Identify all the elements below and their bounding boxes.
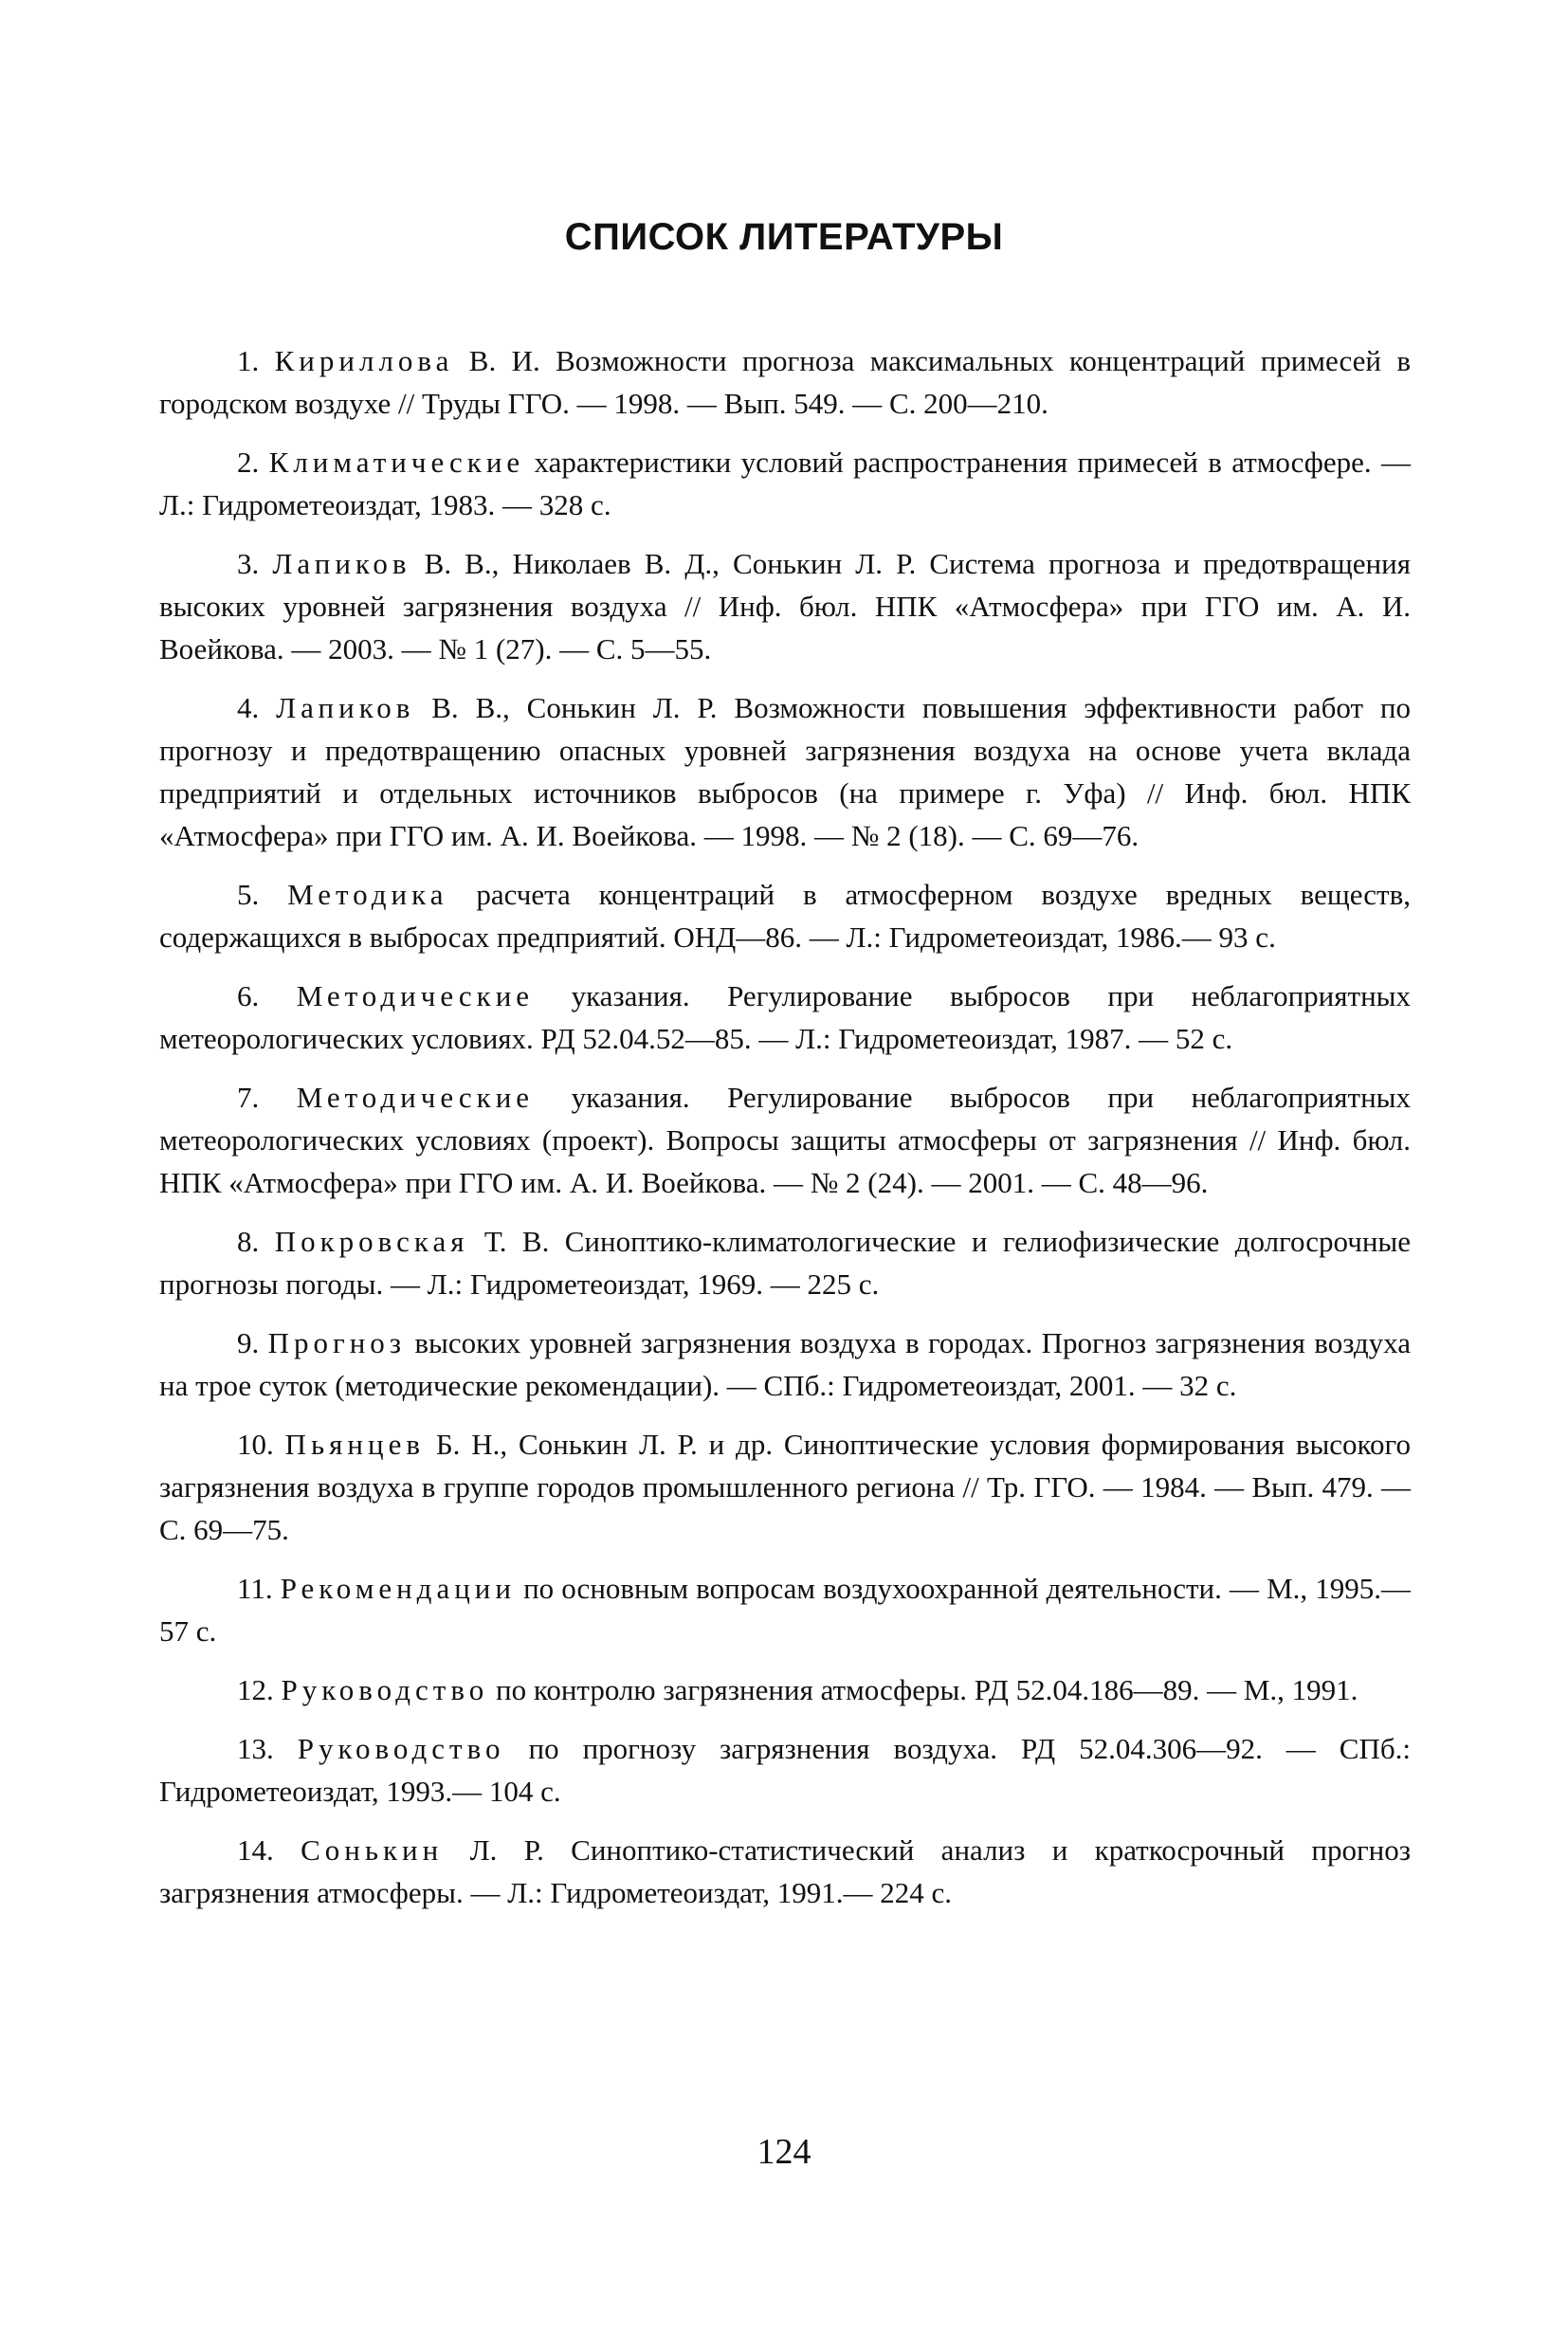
reference-author: Кириллова: [274, 344, 454, 377]
reference-number: 4.: [237, 691, 260, 724]
reference-item: [159, 441, 1411, 526]
reference-list: [159, 339, 1411, 1930]
reference-text: по контролю загрязнения атмосферы. РД 52.04.186—89. — М., 1991.: [488, 1673, 1358, 1706]
reference-number: 1.: [237, 344, 260, 377]
reference-author: Лапиков: [272, 547, 411, 580]
reference-author: Рекомендации: [280, 1572, 516, 1605]
reference-item: [159, 686, 1411, 857]
reference-item: [159, 975, 1411, 1060]
reference-text: Т. В. Синоптико-климатологические и гелиофизические долгосрочные прогнозы погоды. — Л.: Гидрометеоиздат, 1969. — 225 с.: [159, 1225, 1412, 1301]
reference-text: характеристики условий распространения примесей в атмосфере. — Л.: Гидрометеоиздат, 1983. — 328 с.: [159, 446, 1412, 521]
reference-item: [159, 339, 1411, 425]
reference-number: 7.: [237, 1081, 260, 1114]
reference-author: Покровская: [274, 1225, 469, 1258]
reference-item: [159, 1076, 1411, 1204]
reference-author: Прогноз: [267, 1326, 407, 1359]
reference-item: [159, 1567, 1411, 1652]
reference-author: Методические: [296, 1081, 535, 1114]
reference-text: Б. Н., Сонькин Л. Р. и др. Синоптические условия формирования высокого загрязнения воздуха в группе городов промышленного региона // Тр. ГГО. — 1984. — Вып. 479. — С. 69—75.: [159, 1428, 1411, 1546]
reference-author: Климатические: [268, 446, 525, 479]
reference-text: В. В., Николаев В. Д., Сонькин Л. Р. Система прогноза и предотвращения высоких уровней загрязнения воздуха // Инф. бюл. НПК «Атмосфера» при ГГО им. А. И. Воейкова. — 2003. — № 1 (27). — С. 5—55.: [159, 547, 1411, 665]
reference-number: 10.: [237, 1428, 274, 1461]
reference-item: [159, 1423, 1411, 1551]
reference-author: Руководство: [281, 1673, 489, 1706]
reference-number: 12.: [237, 1673, 274, 1706]
reference-text: указания. Регулирование выбросов при неблагоприятных метеорологических условиях (проект). Вопросы защиты атмосферы от загрязнения // Инф. бюл. НПК «Атмосфера» при ГГО им. А. И. Воейкова. — № 2 (24). — 2001. — С. 48—96.: [159, 1081, 1411, 1199]
reference-number: 2.: [237, 446, 260, 479]
page-title: СПИСОК ЛИТЕРАТУРЫ: [564, 216, 1004, 258]
reference-text: В. В., Сонькин Л. Р. Возможности повышения эффективности работ по прогнозу и предотвращению опасных уровней загрязнения воздуха на основе учета вклада предприятий и отдельных источников выбросов (на примере г. Уфа) // Инф. бюл. НПК «Атмосфера» при ГГО им. А. И. Воейкова. — 1998. — № 2 (18). — С. 69—76.: [159, 691, 1411, 852]
page-number: 124: [757, 2132, 811, 2172]
reference-author: Лапиков: [276, 691, 415, 724]
reference-number: 6.: [237, 979, 260, 1012]
reference-number: 5.: [237, 878, 260, 911]
reference-item: [159, 1668, 1411, 1711]
reference-item: [159, 1829, 1411, 1914]
reference-author: Пьянцев: [284, 1428, 425, 1461]
reference-item: [159, 542, 1411, 670]
reference-number: 11.: [237, 1572, 273, 1605]
reference-author: Методика: [287, 878, 448, 911]
reference-item: [159, 1321, 1411, 1407]
reference-text: по прогнозу загрязнения воздуха. РД 52.04.306—92. — СПб.: Гидрометеоиздат, 1993.— 104 с.: [159, 1732, 1411, 1808]
reference-item: [159, 1220, 1411, 1305]
reference-text: расчета концентраций в атмосферном воздухе вредных веществ, содержащихся в выбросах предприятий. ОНД—86. — Л.: Гидрометеоиздат, 1986.— 93 с.: [159, 878, 1411, 954]
reference-text: В. И. Возможности прогноза максимальных концентраций примесей в городском воздухе // Труды ГГО. — 1998. — Вып. 549. — С. 200—210.: [159, 344, 1412, 420]
reference-text: указания. Регулирование выбросов при неблагоприятных метеорологических условиях. РД 52.04.52—85. — Л.: Гидрометеоиздат, 1987. — 52 с.: [159, 979, 1411, 1055]
reference-author: Методические: [296, 979, 535, 1012]
reference-item: [159, 873, 1411, 958]
reference-number: 8.: [237, 1225, 260, 1258]
reference-number: 13.: [237, 1732, 274, 1765]
reference-author: Сонькин: [301, 1833, 444, 1867]
reference-text: Л. Р. Синоптико-статистический анализ и краткосрочный прогноз загрязнения атмосферы. — Л.: Гидрометеоиздат, 1991.— 224 с.: [159, 1833, 1411, 1909]
reference-text: высоких уровней загрязнения воздуха в городах. Прогноз загрязнения воздуха на трое суток (методические рекомендации). — СПб.: Гидрометеоиздат, 2001. — 32 с.: [159, 1326, 1412, 1402]
reference-author: Руководство: [297, 1732, 505, 1765]
reference-item: [159, 1727, 1411, 1813]
reference-text: по основным вопросам воздухоохранной деятельности. — М., 1995.— 57 с.: [159, 1572, 1412, 1648]
reference-number: 9.: [237, 1326, 260, 1359]
reference-number: 3.: [237, 547, 260, 580]
reference-number: 14.: [237, 1833, 274, 1867]
